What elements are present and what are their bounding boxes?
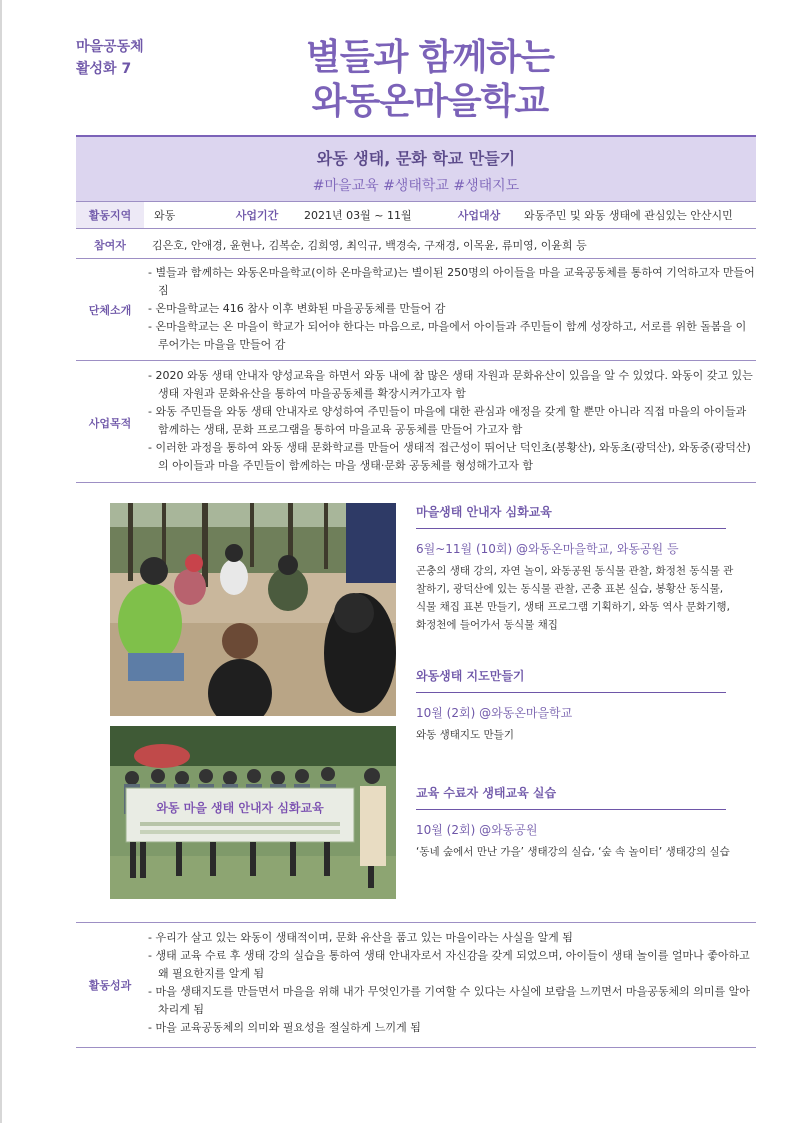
results-label: 활동성과 bbox=[88, 979, 132, 992]
activity-title-1: 마을생태 안내자 심화교육 bbox=[416, 503, 726, 529]
list-item: - 와동 주민들을 와동 생태 안내자로 양성하여 주민들이 마을에 대한 관심과 애정을 갖게 할 뿐만 아니라 직접 마을의 아이들과 함께하는 생태, 문화 프로그램을 통하여 마을교육 공동체를 만들어 가고자 함 bbox=[148, 405, 747, 436]
activity-date-3: 10월 (2회) @와동공원 bbox=[416, 823, 538, 837]
activity-title-2: 와동생태 지도만들기 bbox=[416, 667, 726, 693]
project-subtitle: 와동 생태, 문화 학교 만들기 bbox=[316, 149, 516, 168]
hashtags: #마을교육 #생태학교 #생태지도 bbox=[312, 178, 520, 194]
activity-date-2: 10월 (2회) @와동온마을학교 bbox=[416, 706, 573, 720]
series-line-1: 마을공동체 bbox=[76, 39, 144, 55]
subtitle-band bbox=[76, 135, 756, 201]
list-item: - 별들과 함께하는 와동온마을학교(이하 온마을학교)는 별이된 250명의 아이들을 마을 교육공동체를 통하여 기억하고자 만들어 짐 bbox=[148, 266, 755, 297]
list-item: - 마을 생태지도를 만들면서 마을을 위해 내가 무엇인가를 기여할 수 있다는 사실에 보람을 느끼면서 마을공동체의 의미를 알아차리게 됨 bbox=[148, 985, 750, 1016]
activity-desc-1: 곤충의 생태 강의, 자연 놀이, 와동공원 동식물 관찰, 화정천 동식물 관찰하기, 광덕산에 있는 동식물 관찰, 곤충 표본 실습, 봉황산 동식물, 식물 채집 표본 만들기, 생태 프로그램 기획하기, 와동 역사 문화기행, 화정천에 들어가서 동식물 채집 bbox=[416, 565, 734, 631]
purpose-label: 사업목적 bbox=[88, 417, 132, 430]
list-item: - 생태 교육 수료 후 생태 강의 실습을 통하여 생태 안내자로서 자신감을 갖게 되었으며, 아이들이 생태 놀이를 얼마나 좋아하고 왜 필요한지를 알게 됨 bbox=[148, 949, 750, 980]
period-value: 2021년 03월 ~ 11월 bbox=[304, 209, 412, 222]
participants-value: 김은호, 안애경, 윤현나, 김복순, 김희영, 최익규, 백경숙, 구재경, 이목윤, 류미영, 이윤희 등 bbox=[152, 238, 587, 252]
region-label: 활동지역 bbox=[76, 202, 144, 228]
list-item: - 온마을학교는 416 참사 이후 변화된 마을공동체를 만들어 감 bbox=[148, 302, 446, 315]
info-row-basic bbox=[76, 201, 756, 229]
list-item: - 마을 교육공동체의 의미와 필요성을 절실하게 느끼게 됨 bbox=[148, 1021, 421, 1034]
activity-date-1: 6월~11월 (10회) @와동온마을학교, 와동공원 등 bbox=[416, 542, 679, 556]
photo-group-banner bbox=[110, 726, 396, 899]
group-photo-drawing bbox=[110, 726, 396, 899]
region-value: 와동 bbox=[154, 209, 176, 222]
list-item: - 2020 와동 생태 안내자 양성교육을 하면서 와동 내에 참 많은 생태 자원과 문화유산이 있음을 알 수 있었다. 와동이 갖고 있는 생태 자원과 문화유산을 통하여 마을공동체를 확장시켜가고자 함 bbox=[148, 369, 753, 400]
participants-label: 참여자 bbox=[94, 238, 126, 252]
purpose-section bbox=[76, 361, 756, 483]
intro-section bbox=[76, 261, 756, 361]
period-label: 사업기간 bbox=[235, 209, 279, 222]
list-item: - 이러한 과정을 통하여 와동 생태 문화학교를 만들어 생태적 접근성이 뛰어난 덕인초(봉황산), 와동초(광덕산), 와동중(광덕산)의 아이들과 마을 주민들이 함께하는 마을 생태·문화 공동체를 형성해가고자 함 bbox=[148, 441, 751, 472]
page-title bbox=[200, 36, 660, 124]
results-section bbox=[76, 922, 756, 1048]
series-label bbox=[76, 36, 144, 80]
banner-text: 와동 마을 생태 안내자 심화교육 bbox=[156, 801, 324, 815]
target-label: 사업대상 bbox=[457, 209, 501, 222]
purpose-list bbox=[148, 367, 756, 475]
list-item: - 온마을학교는 온 마을이 학교가 되어야 한다는 마음으로, 마을에서 아이들과 주민들이 함께 성장하고, 서로를 위한 돌봄을 이루어가는 마을을 만들어 감 bbox=[148, 320, 747, 351]
title-line-1: 별들과 함께하는 bbox=[306, 37, 554, 78]
activity-desc-2: 와동 생태지도 만들기 bbox=[416, 729, 514, 741]
target-value: 와동주민 및 와동 생태에 관심있는 안산시민 bbox=[524, 209, 733, 222]
activity-title-3: 교육 수료자 생태교육 실습 bbox=[416, 784, 726, 810]
page-left-edge bbox=[0, 0, 2, 1123]
activity-desc-3: ‘동네 숲에서 만난 가을’ 생태강의 실습, ‘숲 속 놀이터’ 생태강의 실습 bbox=[416, 846, 730, 858]
results-list bbox=[148, 929, 756, 1037]
forest-photo-drawing bbox=[110, 503, 396, 716]
series-line-2: 활성화 7 bbox=[76, 61, 132, 77]
intro-label: 단체소개 bbox=[88, 304, 132, 317]
title-line-2: 와동온마을학교 bbox=[311, 81, 549, 122]
list-item: - 우리가 살고 있는 와동이 생태적이며, 문화 유산을 품고 있는 마을이라는 사실을 알게 됨 bbox=[148, 931, 573, 944]
photo-forest-activity bbox=[110, 503, 396, 716]
info-row-participants bbox=[76, 231, 756, 259]
intro-list bbox=[148, 264, 756, 354]
